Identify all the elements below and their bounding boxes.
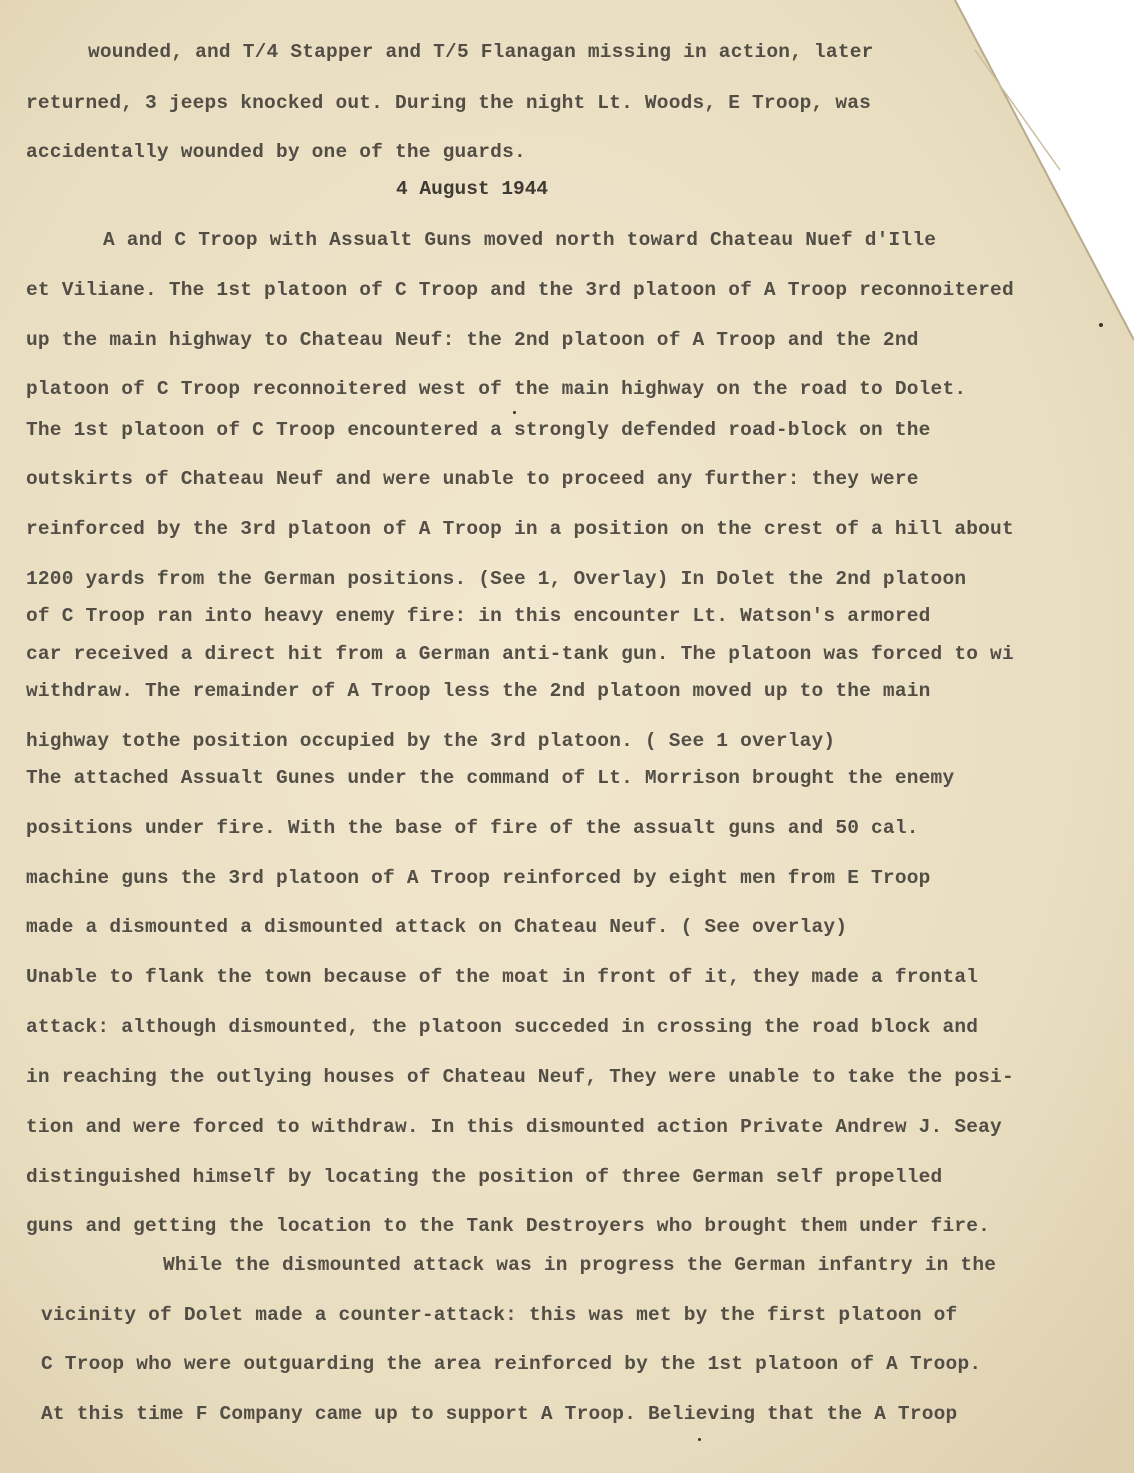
body-line: While the dismounted attack was in progress the German infantry in the xyxy=(163,1254,997,1276)
intro-line: returned, 3 jeeps knocked out. During the night Lt. Woods, E Troop, was xyxy=(26,92,872,114)
body-line: outskirts of Chateau Neuf and were unable to proceed any further: they were xyxy=(26,468,919,490)
body-line: A and C Troop with Assualt Guns moved north toward Chateau Nuef d'Ille xyxy=(103,229,937,251)
body-line: car received a direct hit from a German anti-tank gun. The platoon was forced to wi xyxy=(26,643,1014,665)
body-line: machine guns the 3rd platoon of A Troop reinforced by eight men from E Troop xyxy=(26,867,931,889)
body-line: attack: although dismounted, the platoon succeded in crossing the road block and xyxy=(26,1016,979,1038)
body-line: of C Troop ran into heavy enemy fire: in this encounter Lt. Watson's armored xyxy=(26,605,931,627)
body-line: The 1st platoon of C Troop encountered a strongly defended road-block on the xyxy=(26,419,931,441)
body-line: et Viliane. The 1st platoon of C Troop and the 3rd platoon of A Troop reconnoitered xyxy=(26,279,1014,301)
body-line: vicinity of Dolet made a counter-attack: this was met by the first platoon of xyxy=(41,1304,958,1326)
body-line: positions under fire. With the base of fire of the assualt guns and 50 cal. xyxy=(26,817,919,839)
body-line: platoon of C Troop reconnoitered west of the main highway on the road to Dolet. xyxy=(26,378,967,400)
body-line: reinforced by the 3rd platoon of A Troop in a position on the crest of a hill about xyxy=(26,518,1014,540)
ink-speck xyxy=(513,411,516,414)
intro-line: wounded, and T/4 Stapper and T/5 Flanagan missing in action, later xyxy=(88,41,874,63)
body-line: C Troop who were outguarding the area reinforced by the 1st platoon of A Troop. xyxy=(41,1353,982,1375)
body-line: guns and getting the location to the Tank Destroyers who brought them under fire. xyxy=(26,1215,991,1237)
body-line: in reaching the outlying houses of Chateau Neuf, They were unable to take the posi- xyxy=(26,1066,1014,1088)
intro-line: accidentally wounded by one of the guards. xyxy=(26,141,526,163)
date-heading: 4 August 1944 xyxy=(396,178,549,200)
ink-speck xyxy=(698,1438,701,1441)
body-line: Unable to flank the town because of the moat in front of it, they made a frontal xyxy=(26,966,979,988)
ink-speck xyxy=(1099,323,1103,327)
body-line: highway tothe position occupied by the 3rd platoon. ( See 1 overlay) xyxy=(26,730,836,752)
body-line: distinguished himself by locating the position of three German self propelled xyxy=(26,1166,943,1188)
body-line: up the main highway to Chateau Neuf: the 2nd platoon of A Troop and the 2nd xyxy=(26,329,919,351)
body-line: The attached Assualt Gunes under the command of Lt. Morrison brought the enemy xyxy=(26,767,955,789)
body-line: tion and were forced to withdraw. In this dismounted action Private Andrew J. Seay xyxy=(26,1116,1002,1138)
body-line: 1200 yards from the German positions. (See 1, Overlay) In Dolet the 2nd platoon xyxy=(26,568,967,590)
body-line: withdraw. The remainder of A Troop less the 2nd platoon moved up to the main xyxy=(26,680,931,702)
body-line: made a dismounted a dismounted attack on Chateau Neuf. ( See overlay) xyxy=(26,916,848,938)
body-line: At this time F Company came up to support A Troop. Believing that the A Troop xyxy=(41,1403,958,1425)
